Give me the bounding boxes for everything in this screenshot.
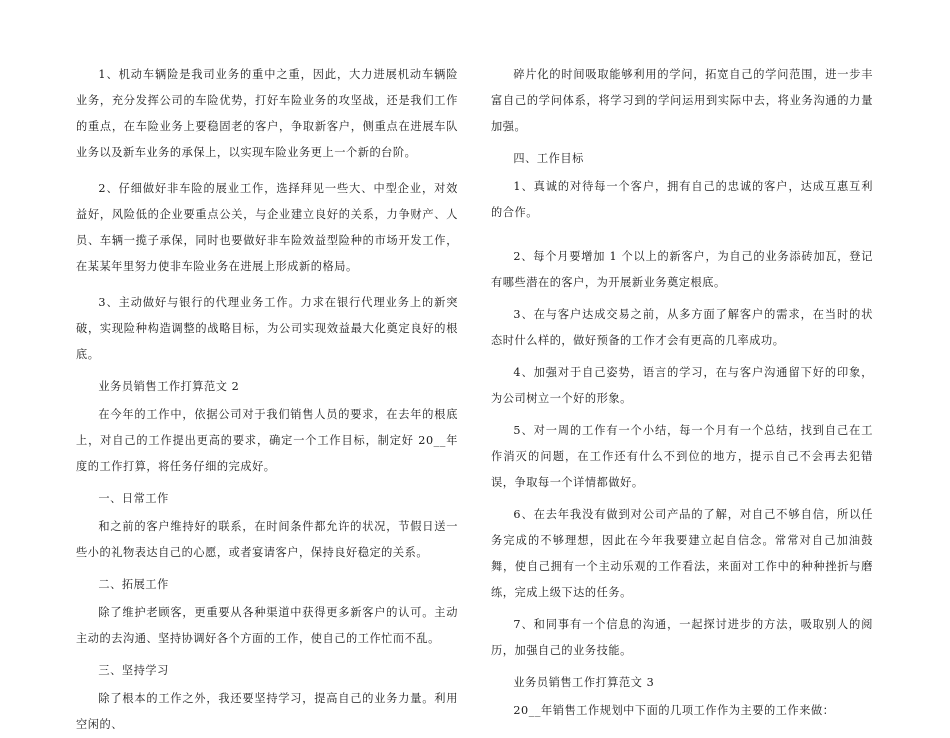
paragraph-expansion-work: 除了维护老顾客，更重要从各种渠道中获得更多新客户的认可。主动主动的去沟通、坚持协调好各个方面的工作，使自己的工作忙而不乱。	[76, 606, 458, 645]
heading-keep-learning: 三、坚持学习	[98, 664, 169, 677]
paragraph-learning-continued: 碎片化的时间吸取能够利用的学问，拓宽自己的学问范围，进一步丰富自己的学问体系，将学习到的学问运用到实际中去，将业务沟通的力量加强。	[491, 68, 873, 133]
paragraph-keep-learning: 除了根本的工作之外，我还要坚持学习，提高自己的业务力量。利用空闲的、	[76, 692, 458, 731]
heading-work-goals: 四、工作目标	[513, 152, 584, 165]
paragraph-goal-6: 6、在去年我没有做到对公司产品的了解，对自己不够自信，所以任务完成的不够理想，因此在今年我要建立起自信念。常常对自己加油鼓舞，使自己拥有一个主动乐观的工作看法，来面对工作中的种种挫折与磨练，完成上级下达的任务。	[491, 508, 873, 599]
right-column	[491, 62, 873, 724]
paragraph-daily-work: 和之前的客户维持好的联系，在时间条件都允许的状况，节假日送一些小的礼物表达自己的心愿，或者宴请客户，保持良好稳定的关系。	[76, 520, 458, 559]
paragraph-goal-5: 5、对一周的工作有一个小结，每一个月有一个总结，找到自己在工作消灭的问题，在工作还有什么不到位的地方，提示自己不会再去犯错误，争取每一个详情都做好。	[491, 424, 873, 489]
section-heading-sample-3: 业务员销售工作打算范文 3	[513, 676, 655, 689]
paragraph-intro-3: 20__年销售工作规划中下面的几项工作作为主要的工作来做：	[513, 704, 835, 717]
paragraph-goal-1: 1、真诚的对待每一个客户，拥有自己的忠诚的客户，达成互惠互利的合作。	[491, 180, 873, 219]
left-column	[76, 62, 458, 738]
heading-daily-work: 一、日常工作	[98, 492, 169, 505]
paragraph-non-car-insurance: 2、仔细做好非车险的展业工作，选择拜见一些大、中型企业，对效益好，风险低的企业要重点公关，与企业建立良好的关系，力争财产、人员、车辆一揽子承保，同时也要做好非车险效益型险种的市场开发工作，在某某年里努力使非车险业务在进展上形成新的格局。	[76, 182, 458, 273]
paragraph-goal-7: 7、和同事有一个信息的沟通，一起探讨进步的方法，吸取别人的阅历，加强自己的业务技能。	[491, 618, 873, 657]
paragraph-bank-agency: 3、主动做好与银行的代理业务工作。力求在银行代理业务上的新突破，实现险种构造调整的战略目标，为公司实现效益最大化奠定良好的根底。	[76, 296, 458, 361]
paragraph-goal-4: 4、加强对于自己姿势，语言的学习，在与客户沟通留下好的印象，为公司树立一个好的形象。	[491, 366, 873, 405]
section-heading-sample-2: 业务员销售工作打算范文 2	[98, 380, 240, 393]
paragraph-intro-2: 在今年的工作中，依据公司对于我们销售人员的要求，在去年的根底上，对自己的工作提出更高的要求，确定一个工作目标，制定好 20__年度的工作打算，将任务仔细的完成好。	[76, 408, 458, 473]
paragraph-car-insurance: 1、机动车辆险是我司业务的重中之重，因此，大力进展机动车辆险业务，充分发挥公司的车险优势，打好车险业务的攻坚战，还是我们工作的重点，在车险业务上要稳固老的客户，争取新客户，侧重点在进展车队业务以及新车业务的承保上，以实现车险业务更上一个新的台阶。	[76, 68, 458, 159]
heading-expansion-work: 二、拓展工作	[98, 578, 169, 591]
paragraph-goal-3: 3、在与客户达成交易之前，从多方面了解客户的需求，在当时的状态时什么样的，做好预备的工作才会有更高的几率成功。	[491, 308, 873, 347]
paragraph-goal-2: 2、每个月要增加 1 个以上的新客户，为自己的业务添砖加瓦，登记有哪些潜在的客户，为开展新业务奠定根底。	[491, 250, 873, 289]
